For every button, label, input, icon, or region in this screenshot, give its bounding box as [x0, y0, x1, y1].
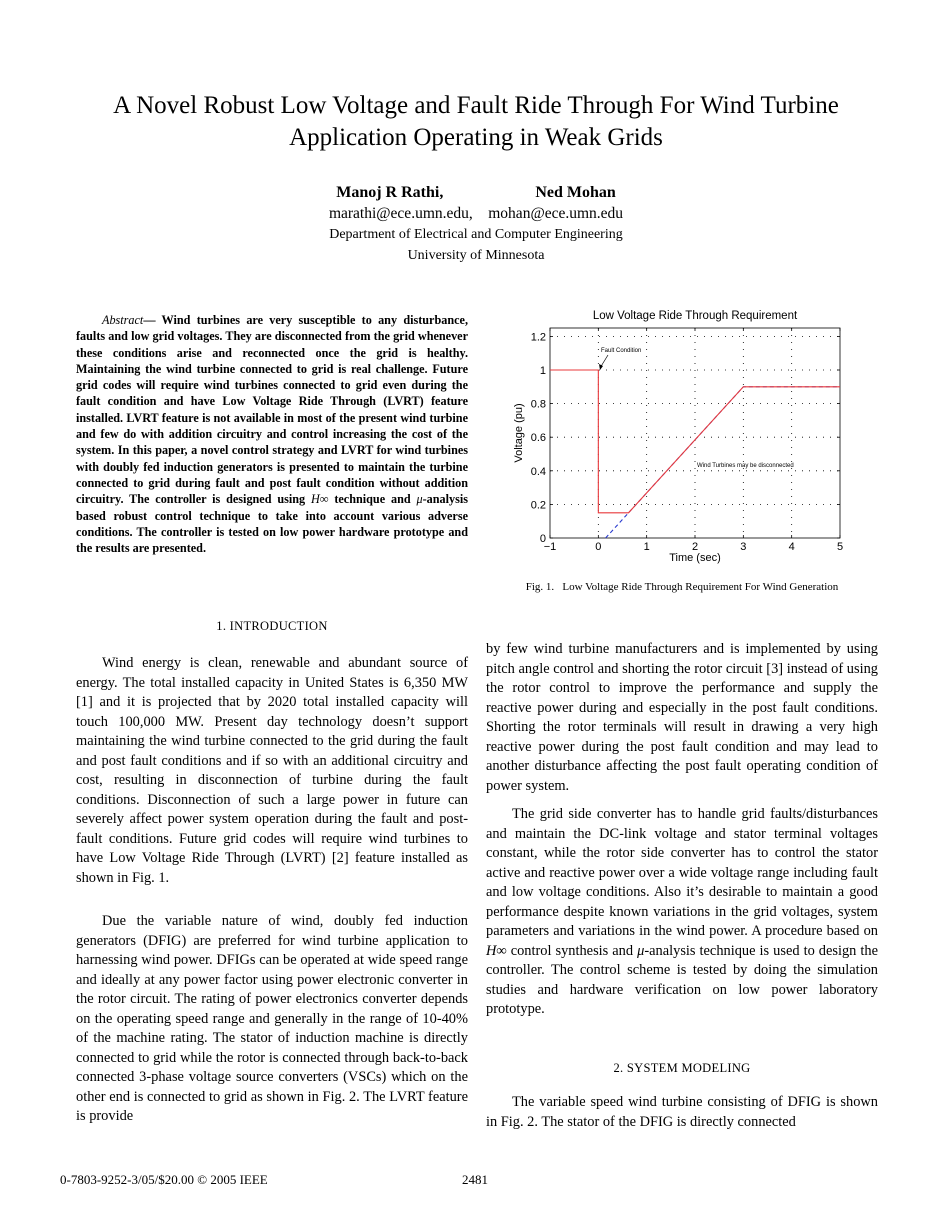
abstract [76, 312, 468, 556]
abstract-mu: μ [416, 492, 423, 507]
abstract-hinf: H∞ [310, 492, 329, 507]
y-tick-label: 0.8 [530, 398, 546, 411]
chart-x-label: Time (sec) [669, 552, 721, 564]
footer-isbn: 0-7803-9252-3/05/$20.00 © 2005 IEEE [60, 1172, 268, 1187]
author-emails: marathi@ece.umn.edu, mohan@ece.umn.edu [328, 205, 624, 222]
x-tick-label: 0 [595, 541, 602, 553]
intro-paragraph-4-mu: μ [637, 942, 645, 959]
y-tick-label: 0.2 [530, 499, 546, 512]
y-tick-label: 1.2 [530, 331, 546, 344]
chart-grid [550, 328, 840, 538]
author-university: University of Minnesota [407, 248, 545, 263]
x-tick-label: 3 [740, 541, 747, 553]
intro-paragraph-1: Wind energy is clean, renewable and abundant source of energy. The total installed capacity in United States is 6,350 MW [1] and it is projected that by 2020 total installed capacity will touch 100,000 MW. Present day technology doesn’t support maintaining the wind turbine connected to the grid during the fault and post fault conditions and if so with an additional circuitry and cost, resulting in disconnection of turbine during the fault conditions. Disconnection of such a large power in future can severely affect power system operation during the fault and post-fault conditions. Future grid codes will require wind turbines to have Low Voltage Ride Through (LVRT) [2] feature installed as shown in Fig. 1. [76, 655, 468, 886]
modeling-paragraph-1: The variable speed wind turbine consisting of DFIG is shown in Fig. 2. The stator of the DFIG is directly connected [486, 1094, 878, 1130]
abstract-text: Wind turbines are very susceptible to any disturbance, faults and low grid voltages. They are disconnected from the grid whenever these conditions arise and reconnected once the grid is healthy. Maintaining the wind turbine connected to grid is real challenge. Future grid codes will require wind turbines connected to grid even during the fault condition and have Low Voltage Ride Through (LVRT) feature installed. LVRT feature is not available in most of the present wind turbine and few do with addition circuitry and control increasing the cost of the system. In this paper, a novel control strategy and LVRT for wind turbines with doubly fed induction generators is presented to maintain the turbine connected to grid during fault and post fault condition without addition circuitry. The controller is designed using [76, 313, 468, 507]
author-2: Ned Mohan [535, 184, 616, 201]
intro-paragraph-4-c: -analysis technique is used to design the controller. The control scheme is tested by doing the simulation studies and hardware verification on low power laboratory prototype. [486, 942, 878, 1017]
x-tick-label: 1 [643, 541, 650, 553]
footer-page-number: 2481 [462, 1172, 488, 1187]
intro-paragraph-4-hinf: H∞ [486, 942, 507, 959]
author-names [0, 182, 952, 203]
x-tick-label: −1 [543, 541, 557, 553]
abstract-text3: -analysis based robust control technique to take into account various adverse conditions. The controller is tested on low power hardware prototype and the results are presented. [76, 492, 468, 556]
intro-paragraph-4-a: The grid side converter has to handle grid faults/disturbances and maintain the DC-link voltage and stator terminal voltages constant, while the rotor side converter has to control the stator active and reactive power over a wide voltage range including fault and low voltage conditions. Also it’s desirable to maintain a good performance despite known variations in the grid voltages, system parameters and variations in the wind power. A procedure based on [486, 806, 878, 939]
y-tick-label: 0 [539, 533, 546, 545]
chart-ticks [531, 328, 843, 553]
author-department: Department of Electrical and Computer Engineering [329, 227, 623, 242]
x-tick-label: 4 [788, 541, 795, 553]
abstract-text2: technique and [328, 492, 417, 507]
x-tick-label: 5 [836, 541, 844, 553]
fault-condition-annotation [599, 348, 641, 370]
right-column [486, 640, 878, 1020]
section-heading-system-modeling: 2. SYSTEM MODELING [613, 1061, 751, 1075]
fault-condition-arrowhead [599, 364, 603, 370]
y-tick-label: 0.6 [530, 432, 546, 445]
intro-paragraph-3: by few wind turbine manufacturers and is implemented by using pitch angle control and shorting the rotor circuit [3] instead of using the rotor control to improve the performance and supply the reactive power during and especially in the post fault conditions. Shorting the rotor terminals will result in drawing a very high reactive power during the post fault condition and may lead to another disturbance affecting the post fault operating condition of power system. [486, 641, 878, 794]
intro-paragraph-2: Due the variable nature of wind, doubly fed induction generators (DFIG) are preferred for wind turbine application to harnessing wind power. DFIGs can be operated at wide speed range and ideally at any power factor using power electronic converter in the rotor circuit. The rating of power electronics converter depends on the operating speed range and generally in the range of 10-40% of the machine rating. The stator of induction machine is directly connected to grid while the rotor is connected through back-to-back connected 3-phase voltage source converters (VSCs) which on the other end is connected to grid as shown in Fig. 2. The LVRT feature is provide [76, 913, 468, 1124]
left-column [76, 654, 468, 1127]
section-heading-introduction: 1. INTRODUCTION [216, 619, 328, 633]
lvrt-chart [500, 300, 860, 570]
author-block [0, 182, 952, 266]
abstract-lead: Abstract [102, 313, 144, 327]
modeling-column [486, 1093, 878, 1132]
disconnect-annotation: Wind Turbines may be disconnected [697, 463, 794, 469]
fault-condition-label: Fault Condition [601, 348, 642, 354]
chart-y-label: Voltage (pu) [513, 403, 525, 463]
intro-paragraph-4-b: control synthesis and [506, 942, 638, 959]
y-tick-label: 1 [539, 365, 546, 377]
abstract-dash: — [143, 313, 156, 327]
y-tick-label: 0.4 [530, 465, 546, 478]
x-tick-label: 2 [691, 541, 699, 553]
author-1: Manoj R Rathi, [336, 184, 444, 201]
chart-title: Low Voltage Ride Through Requirement [592, 310, 798, 322]
intro-paragraph-4 [486, 805, 878, 1020]
paper-title: A Novel Robust Low Voltage and Fault Ride Through For Wind Turbine Application Operating in Weak Grids [113, 92, 839, 151]
figure-caption: Fig. 1. Low Voltage Ride Through Requirement For Wind Generation [525, 581, 839, 593]
